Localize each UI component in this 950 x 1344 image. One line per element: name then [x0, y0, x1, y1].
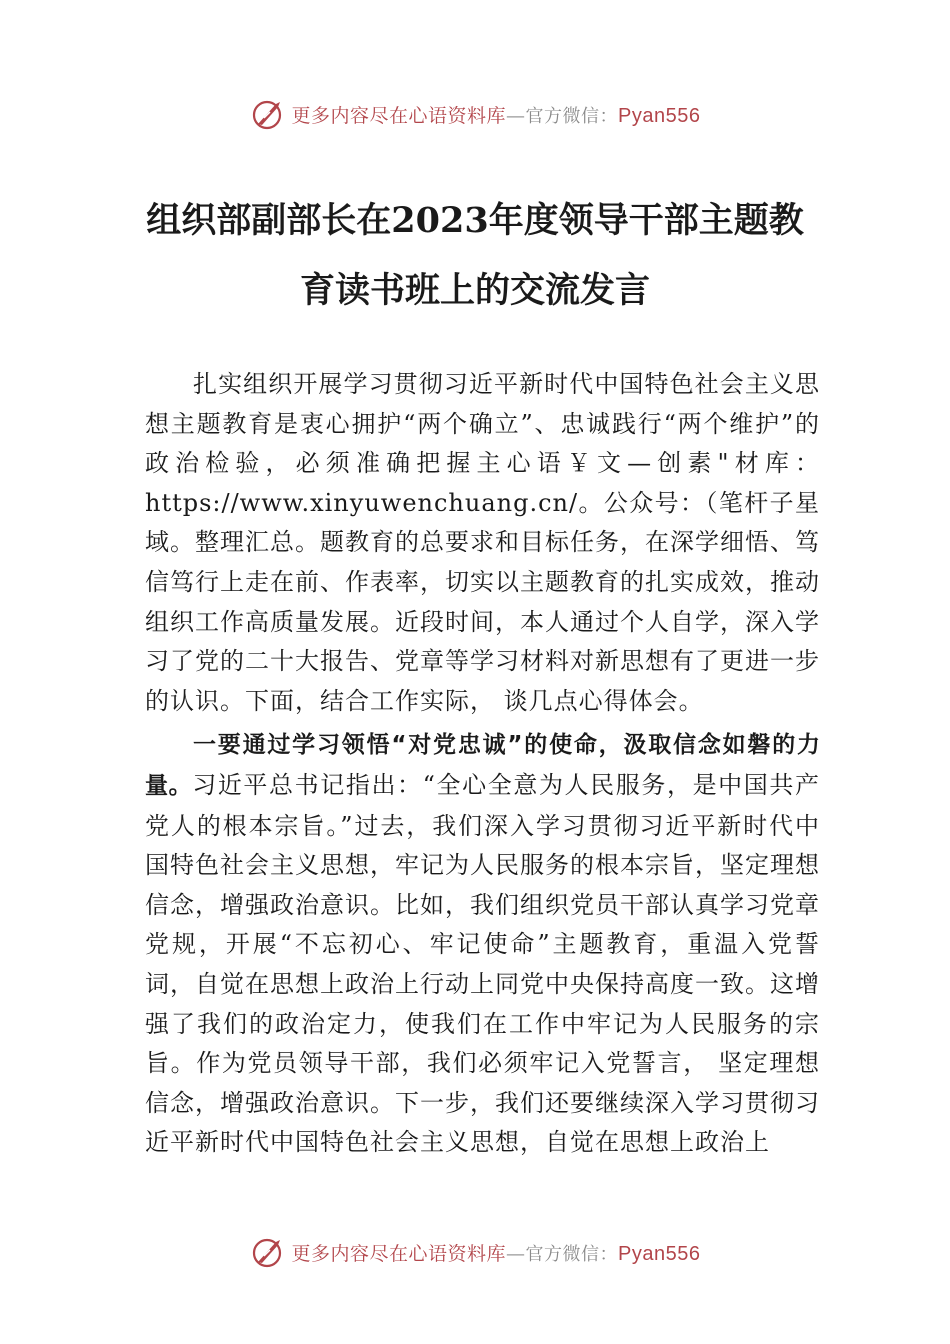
title-line-2: 育读书班上的交流发言	[299, 270, 650, 311]
section-heading: 一要通过学习领悟“对党忠诚”的使命，汲取信念如磐的力量。	[145, 732, 820, 799]
watermark-wechat-label: 官方微信：	[525, 1243, 619, 1265]
document-title	[120, 186, 830, 326]
watermark-wechat-id: Pyan556	[618, 1242, 701, 1265]
paragraph-intro: 扎实组织开展学习贯彻习近平新时代中国特色社会主义思想主题教育是衷心拥护“两个确立”、忠诚践行“两个维护”的政治检验，必须准确把握主心语￥文—创素"材库：https://www.xinyuwenchuang.cn/。公众号：（笔杆子星域。整理汇总。题教育的总要求和目标任务，在深学细悟、笃信笃行上走在前、作表率，切实以主题教育的扎实成效，推动组织工作高质量发展。近段时间，本人通过个人自学，深入学习了党的二十大报告、党章等学习材料对新思想有了更进一步的认识。下面，结合工作实际， 谈几点心得体会。	[145, 370, 820, 715]
quill-logo-icon	[250, 96, 286, 132]
watermark-separator: —	[506, 104, 526, 127]
watermark-separator: —	[506, 1242, 526, 1265]
watermark-header	[0, 96, 950, 132]
watermark-source: 更多内容尽在心语资料库	[291, 104, 507, 127]
watermark-text	[292, 101, 701, 128]
section-body: 习近平总书记指出：“全心全意为人民服务，是中国共产党人的根本宗旨。”过去，我们深入学习贯彻习近平新时代中国特色社会主义思想，牢记为人民服务的根本宗旨，坚定理想信念，增强政治意识。比如，我们组织党员干部认真学习党章党规，开展“不忘初心、牢记使命”主题教育，重温入党誓词，自觉在思想上政治上行动上同党中央保持高度一致。这增强了我们的政治定力，使我们在工作中牢记为人民服务的宗旨。作为党员领导干部，我们必须牢记入党誓言， 坚定理想信念，增强政治意识。下一步，我们还要继续深入学习贯彻习近平新时代中国特色社会主义思想，自觉在思想上政治上	[145, 770, 820, 1157]
watermark-footer	[0, 1234, 950, 1270]
watermark-wechat-id: Pyan556	[618, 104, 701, 127]
watermark-text	[292, 1239, 701, 1266]
document-body	[145, 365, 820, 1163]
watermark-wechat-label: 官方微信：	[525, 105, 619, 127]
quill-logo-icon	[250, 1234, 286, 1270]
paragraph-section-1	[145, 725, 820, 1163]
watermark-source: 更多内容尽在心语资料库	[291, 1242, 507, 1265]
title-line-1: 组织部副部长在2023年度领导干部主题教	[146, 200, 804, 241]
